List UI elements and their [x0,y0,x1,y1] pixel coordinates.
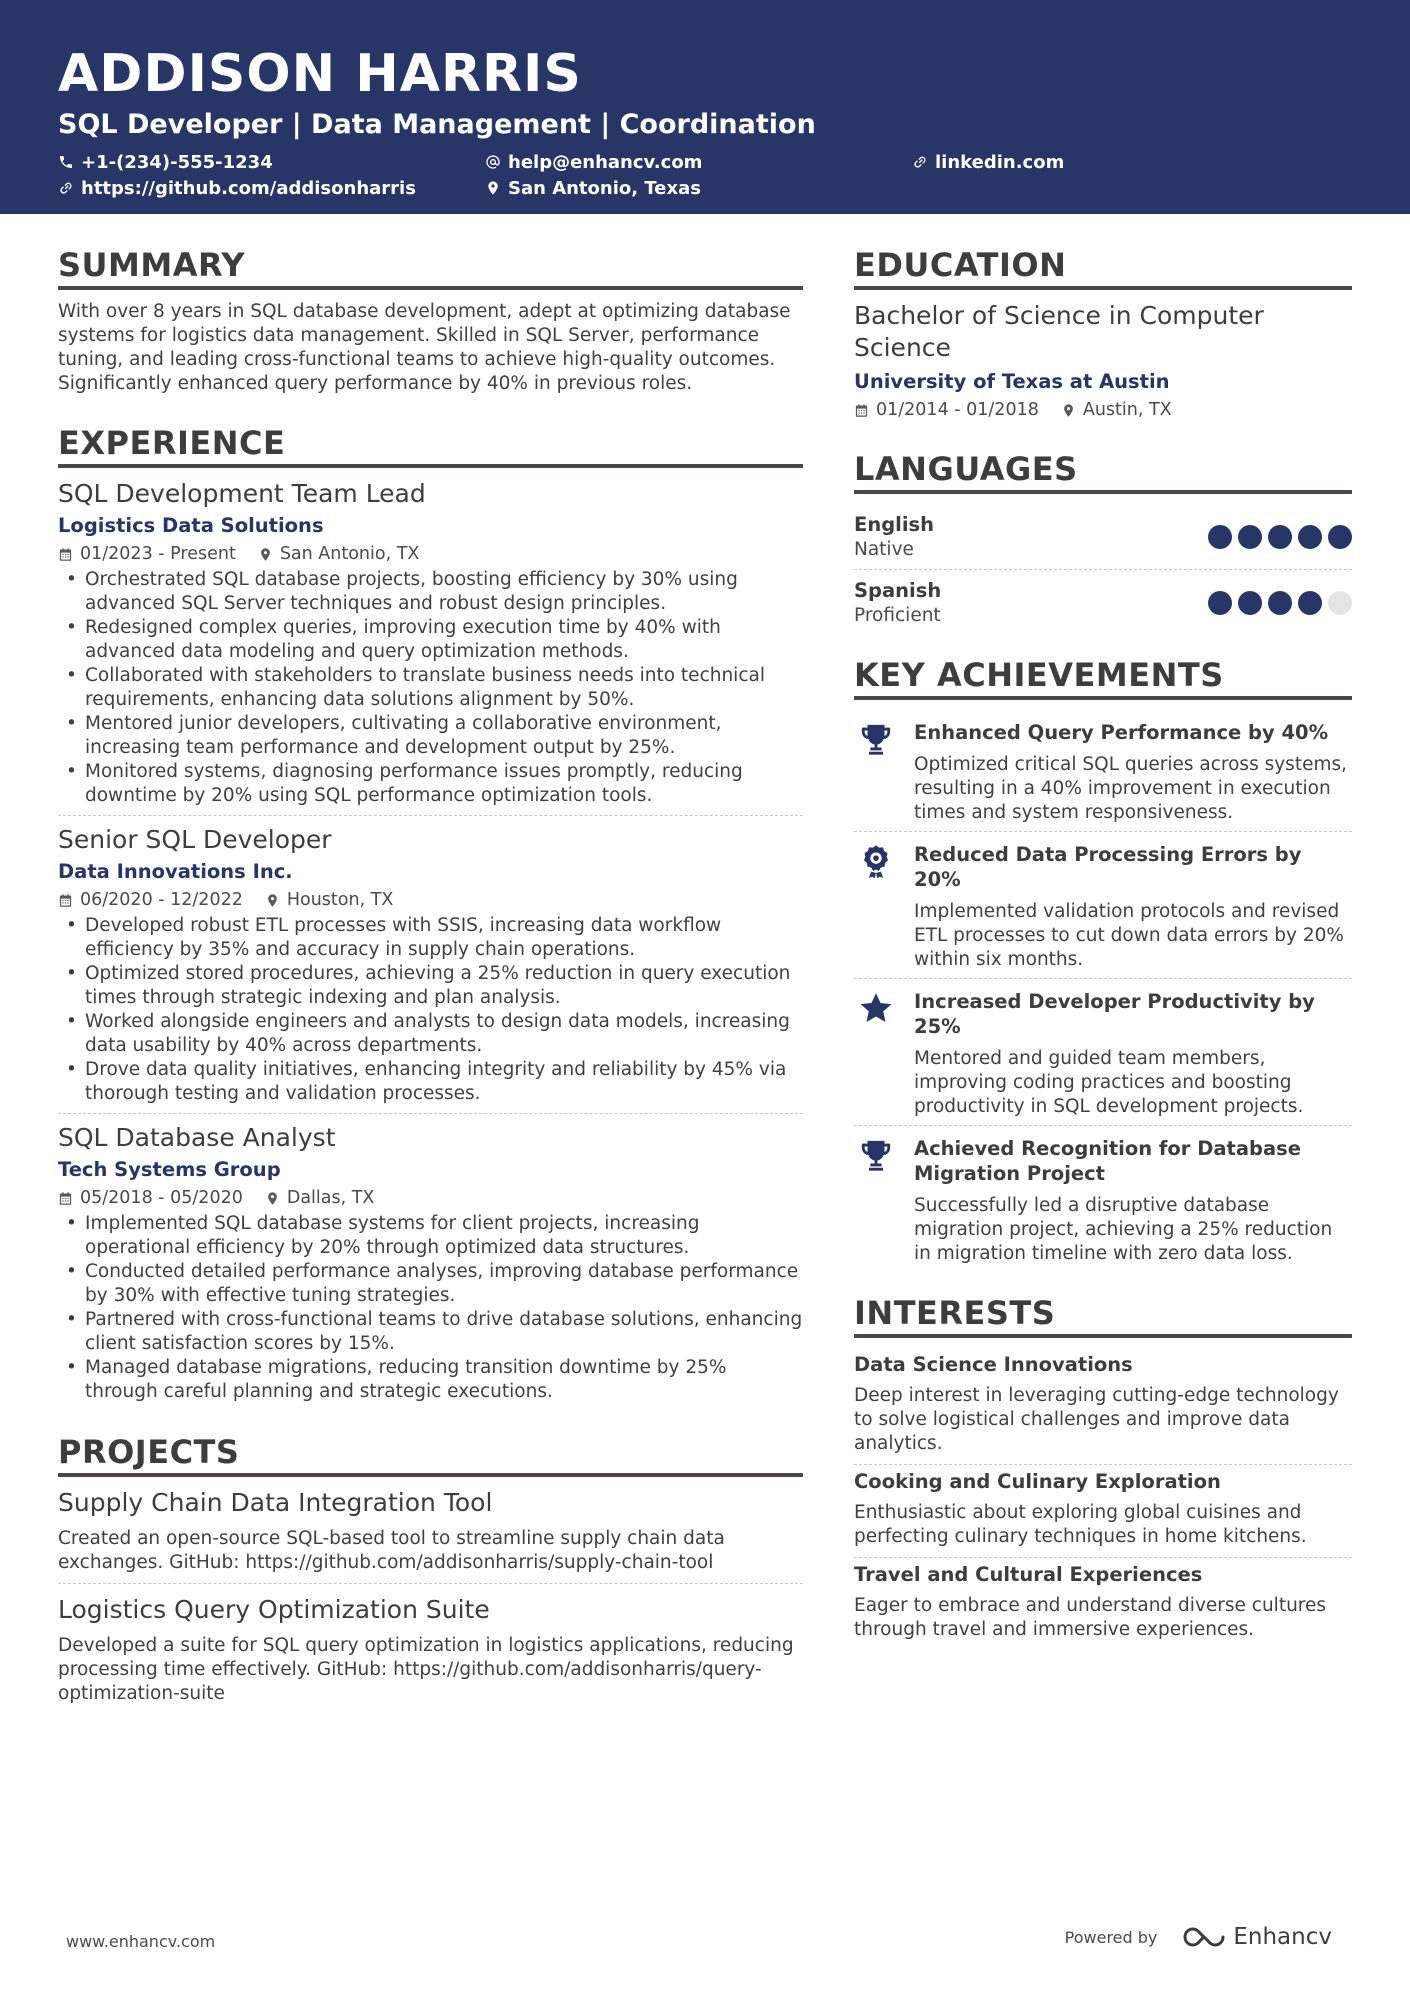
resume-header [0,0,1410,214]
interest-description: Enthusiastic about exploring global cuisines and perfecting culinary techniques in home kitchens. [854,1502,1307,1547]
footer-branding [1065,1924,1332,1950]
achievement-description: Optimized critical SQL queries across systems, resulting in a 40% improvement in execution times and system responsiveness. [914,754,1347,823]
company-name: Data Innovations Inc. [58,860,293,883]
language-level: Proficient [854,605,941,626]
right-column [854,246,1352,1650]
bullet-item: • Orchestrated SQL database projects, boosting efficiency by 30% using advanced SQL Server techniques and robust design principles. [58,568,803,616]
enhancv-logo-icon [1181,1924,1227,1950]
job-dates [58,542,236,566]
brand-name: Enhancv [1233,1924,1332,1950]
language-rating [1208,591,1352,615]
achievements-heading: KEY ACHIEVEMENTS [854,656,1352,700]
interest-description: Deep interest in leveraging cutting-edge technology to solve logistical challenges and improve data analytics. [854,1385,1339,1454]
bullet-item: • Drove data quality initiatives, enhancing integrity and reliability by 45% via thorough testing and validation processes. [58,1058,803,1106]
experience-heading: EXPERIENCE [58,424,803,468]
education-dates [854,398,1039,422]
job-location-text: Houston, TX [286,890,394,910]
education-heading: EDUCATION [854,246,1352,290]
achievement-entry [854,1126,1352,1272]
job-dates-text: 06/2020 - 12/2022 [80,890,243,910]
projects-heading: PROJECTS [58,1433,803,1477]
rating-dot-filled [1328,525,1352,549]
project-title: Logistics Query Optimization Suite [58,1595,490,1624]
achievement-title: Reduced Data Processing Errors by 20% [914,843,1302,891]
bullet-item: • Worked alongside engineers and analysts to design data models, increasing data usability by 40% across departments. [58,1010,803,1058]
job-title: SQL Database Analyst [58,1123,336,1152]
achievement-title: Achieved Recognition for Database Migration Project [914,1137,1301,1185]
award-icon [859,844,893,878]
experience-entry [58,1122,803,1411]
achievement-description: Successfully led a disruptive database migration project, achieving a 25% reduction in migration timeline with zero data loss. [914,1195,1333,1264]
bullet-item: • Managed database migrations, reducing transition downtime by 25% through careful planning and strategic executions. [58,1356,803,1404]
contact-info [58,150,1352,206]
trophy-icon [859,1138,893,1172]
left-column [58,246,803,1724]
job-title: SQL Development Team Lead [58,479,426,508]
job-meta [58,542,803,566]
contact-email[interactable] [485,150,702,174]
interest-entry [854,1348,1352,1465]
location-pin-icon [265,1191,280,1206]
education-dates-text: 01/2014 - 01/2018 [876,400,1039,420]
job-location-text: Dallas, TX [286,1188,375,1208]
achievement-entry [854,710,1352,832]
rating-dot-filled [1238,525,1262,549]
bullet-item: • Collaborated with stakeholders to translate business needs into technical requirements, enhancing data solutions alignment by 50%. [58,664,803,712]
star-icon [859,991,893,1025]
project-title: Supply Chain Data Integration Tool [58,1488,493,1517]
interests-heading: INTERESTS [854,1294,1352,1338]
calendar-icon [58,893,73,908]
achievement-title: Enhanced Query Performance by 40% [914,721,1329,744]
bullet-item: • Monitored systems, diagnosing performance issues promptly, reducing downtime by 20% using SQL performance optimization tools. [58,760,803,808]
job-bullets [58,1212,803,1404]
rating-dot-filled [1208,525,1232,549]
job-location [265,1186,375,1210]
interest-entry [854,1465,1352,1558]
email-text[interactable]: help@enhancv.com [508,151,703,173]
calendar-icon [58,547,73,562]
footer-website[interactable]: www.enhancv.com [66,1932,216,1951]
interest-description: Eager to embrace and understand diverse cultures through travel and immersive experiences. [854,1595,1327,1640]
job-meta [58,1186,803,1210]
rating-dot-filled [1298,591,1322,615]
company-name: Logistics Data Solutions [58,514,324,537]
candidate-title: SQL Developer | Data Management | Coordination [58,109,816,140]
bullet-item: • Mentored junior developers, cultivating a collaborative environment, increasing team performance and development output by 25%. [58,712,803,760]
job-location [258,542,420,566]
calendar-icon [58,1191,73,1206]
interest-entry [854,1558,1352,1650]
job-dates-text: 01/2023 - Present [80,544,236,564]
link-icon [912,154,928,170]
bullet-item: • Conducted detailed performance analyses, improving database performance by 30% with effective tuning strategies. [58,1260,803,1308]
rating-dot-filled [1268,591,1292,615]
language-rating [1208,525,1352,549]
summary-text: With over 8 years in SQL database development, adept at optimizing database systems for logistics data management. Skilled in SQL Server, performance tuning, and leading cross-functional teams to achieve high-quality outcomes. Significantly enhanced query performance by 40% in previous roles. [58,301,791,394]
github-text[interactable]: https://github.com/addisonharris [81,177,416,199]
job-dates [58,888,243,912]
languages-heading: LANGUAGES [854,450,1352,494]
job-dates [58,1186,243,1210]
bullet-item: • Optimized stored procedures, achieving a 25% reduction in query execution times through strategic indexing and plan analysis. [58,962,803,1010]
location-text: San Antonio, Texas [508,177,701,199]
education-location-text: Austin, TX [1082,400,1172,420]
enhancv-logo[interactable] [1181,1924,1332,1950]
trophy-icon [859,722,893,756]
job-bullets [58,568,803,808]
education-meta [854,398,1352,422]
experience-entry [58,478,803,816]
rating-dot-empty [1328,591,1352,615]
bullet-item: • Developed robust ETL processes with SSIS, increasing data workflow efficiency by 35% and accuracy in supply chain operations. [58,914,803,962]
project-description: Created an open-source SQL-based tool to streamline supply chain data exchanges. GitHub: https://github.com/addisonharris/supply-chain-tool [58,1528,725,1573]
location-pin-icon [265,893,280,908]
interest-title: Travel and Cultural Experiences [854,1563,1203,1586]
contact-github[interactable] [58,176,416,200]
location-pin-icon [1061,403,1076,418]
location-pin-icon [258,547,273,562]
achievement-description: Mentored and guided team members, improving coding practices and boosting productivity in SQL development projects. [914,1048,1304,1117]
phone-icon [58,154,74,170]
language-entry [854,570,1352,636]
achievement-entry [854,832,1352,979]
job-location-text: San Antonio, TX [279,544,420,564]
candidate-name: ADDISON HARRIS [58,44,582,104]
job-title: Senior SQL Developer [58,825,332,854]
phone-text: +1-(234)-555-1234 [81,151,273,173]
job-bullets [58,914,803,1106]
bullet-item: • Partnered with cross-functional teams to drive database solutions, enhancing client satisfaction scores by 15%. [58,1308,803,1356]
rating-dot-filled [1208,591,1232,615]
job-meta [58,888,803,912]
contact-phone [58,150,273,174]
location-pin-icon [485,180,501,196]
contact-linkedin[interactable] [912,150,1064,174]
contact-location [485,176,701,200]
bullet-item: • Redesigned complex queries, improving execution time by 40% with advanced data modeling and query optimization methods. [58,616,803,664]
school-name: University of Texas at Austin [854,370,1170,393]
language-name: Spanish [854,579,942,602]
degree-title: Bachelor of Science in Computer Science [854,301,1264,362]
project-description: Developed a suite for SQL query optimization in logistics applications, reducing processing time effectively. GitHub: https://github.com/addisonharris/query-optimization-suite [58,1635,794,1704]
bullet-item: • Implemented SQL database systems for client projects, increasing operational efficiency by 20% through optimized data structures. [58,1212,803,1260]
at-icon [485,154,501,170]
interest-title: Data Science Innovations [854,1353,1133,1376]
job-dates-text: 05/2018 - 05/2020 [80,1188,243,1208]
company-name: Tech Systems Group [58,1158,281,1181]
rating-dot-filled [1268,525,1292,549]
summary-heading: SUMMARY [58,246,803,290]
link-icon [58,180,74,196]
language-name: English [854,512,935,536]
project-entry [58,1594,803,1714]
powered-by-label: Powered by [1064,1927,1158,1947]
language-entry [854,504,1352,570]
interest-title: Cooking and Culinary Exploration [854,1470,1221,1493]
achievement-entry [854,979,1352,1126]
job-location [265,888,394,912]
experience-entry [58,824,803,1114]
achievement-description: Implemented validation protocols and revised ETL processes to cut down data errors by 20% within six months. [914,901,1344,970]
achievement-title: Increased Developer Productivity by 25% [914,990,1315,1038]
education-location [1061,398,1172,422]
rating-dot-filled [1238,591,1262,615]
project-entry [58,1487,803,1584]
rating-dot-filled [1298,525,1322,549]
linkedin-text[interactable]: linkedin.com [935,151,1065,173]
language-level: Native [854,538,914,560]
calendar-icon [854,403,869,418]
